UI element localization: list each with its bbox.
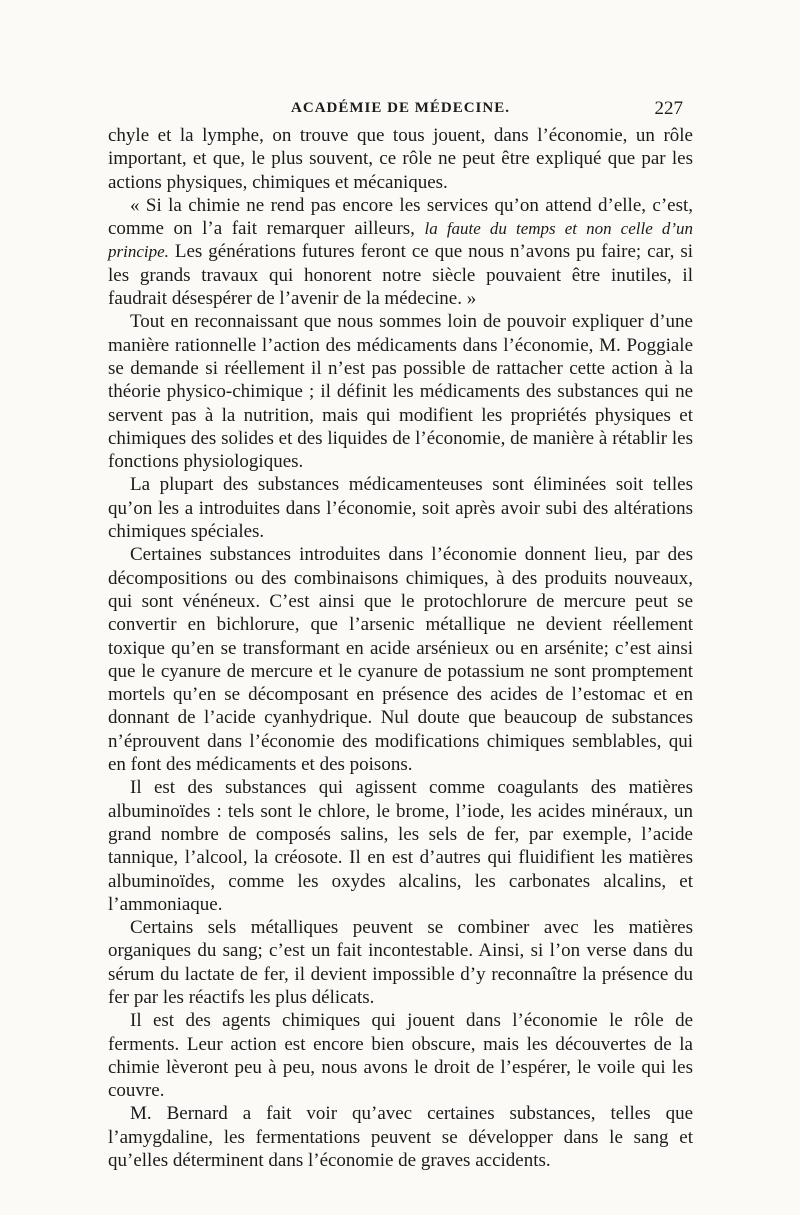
- body-text: [108, 124, 693, 1172]
- paragraph-text: « Si la chimie ne rend pas encore les services qu’on attend d’elle, c’est, comme on l’a fait remarquer ailleurs,: [108, 194, 693, 240]
- paragraph: Certains sels métalliques peuvent se combiner avec les matières organiques du sang; c’est un fait incontestable. Ainsi, si l’on verse dans du sérum du lactate de fer, il devient impossible d’y reconnaître la présence du fer par les réactifs les plus délicats.: [108, 917, 693, 1008]
- paragraph: chyle et la lymphe, on trouve que tous jouent, dans l’économie, un rôle important, et que, le plus souvent, ce rôle ne peut être expliqué que par les actions physiques, chimiques et mécaniques.: [108, 125, 693, 193]
- running-head-title: ACADÉMIE DE MÉDECINE.: [291, 100, 510, 116]
- paragraph: Tout en reconnaissant que nous sommes loin de pouvoir expliquer d’une manière rationnelle l’action des médicaments dans l’économie, M. Poggiale se demande si réellement il n’est pas possible de rattacher cette action à la théorie physico-chimique ; il définit les médicaments des substances qui ne servent pas à la nutrition, mais qui modifient les propriétés physiques et chimiques des solides et des liquides de l’économie, de manière à rétablir les fonctions physiologiques.: [108, 311, 693, 473]
- running-head: [108, 98, 693, 122]
- paragraph: La plupart des substances médicamenteuses sont éliminées soit telles qu’on les a introduites dans l’économie, soit après avoir subi des altérations chimiques spéciales.: [108, 474, 693, 543]
- page-number: 227: [654, 98, 683, 119]
- paragraph: Il est des substances qui agissent comme coagulants des matières albuminoïdes : tels sont le chlore, le brome, l’iode, les acides minéraux, un grand nombre de composés salins, les sels de fer, par exemple, l’acide tannique, l’alcool, la créosote. Il en est d’autres qui fluidifient les matières albuminoïdes, comme les oxydes alcalins, les carbonates alcalins, et l’ammoniaque.: [108, 777, 693, 915]
- paragraph: Certaines substances introduites dans l’économie donnent lieu, par des décompositions ou des combinaisons chimiques, à des produits nouveaux, qui sont vénéneux. C’est ainsi que le protochlorure de mercure peut se convertir en bichlorure, que l’arsenic métallique ne devient réellement toxique qu’en se transformant en acide arsénieux ou en arsénite; c’est ainsi que le cyanure de mercure et le cyanure de potassium ne sont promptement mortels qu’en se décomposant en présence des acides de l’estomac et en donnant de l’acide cyanhydrique. Nul doute que beaucoup de substances n’éprouvent dans l’économie des modifications chimiques semblables, qui en font des médicaments et des poisons.: [108, 544, 693, 776]
- paragraph-text: Les générations futures feront ce que nous n’avons pu faire; car, si les grands travaux qui honorent notre siècle pouvaient être inutiles, il faudrait désespérer de l’avenir de la médecine. »: [108, 241, 693, 310]
- paragraph: [108, 194, 693, 310]
- paragraph: Il est des agents chimiques qui jouent dans l’économie le rôle de ferments. Leur action est encore bien obscure, mais les découvertes de la chimie lèveront peu à peu, nous avons le droit de l’espérer, le voile qui les couvre.: [108, 1010, 693, 1102]
- italic-quote: la faute du temps et non celle d’un principe.: [108, 219, 694, 262]
- paragraph: M. Bernard a fait voir qu’avec certaines substances, telles que l’amygdaline, les fermentations peuvent se développer dans le sang et qu’elles déterminent dans l’économie de graves accidents.: [108, 1103, 693, 1172]
